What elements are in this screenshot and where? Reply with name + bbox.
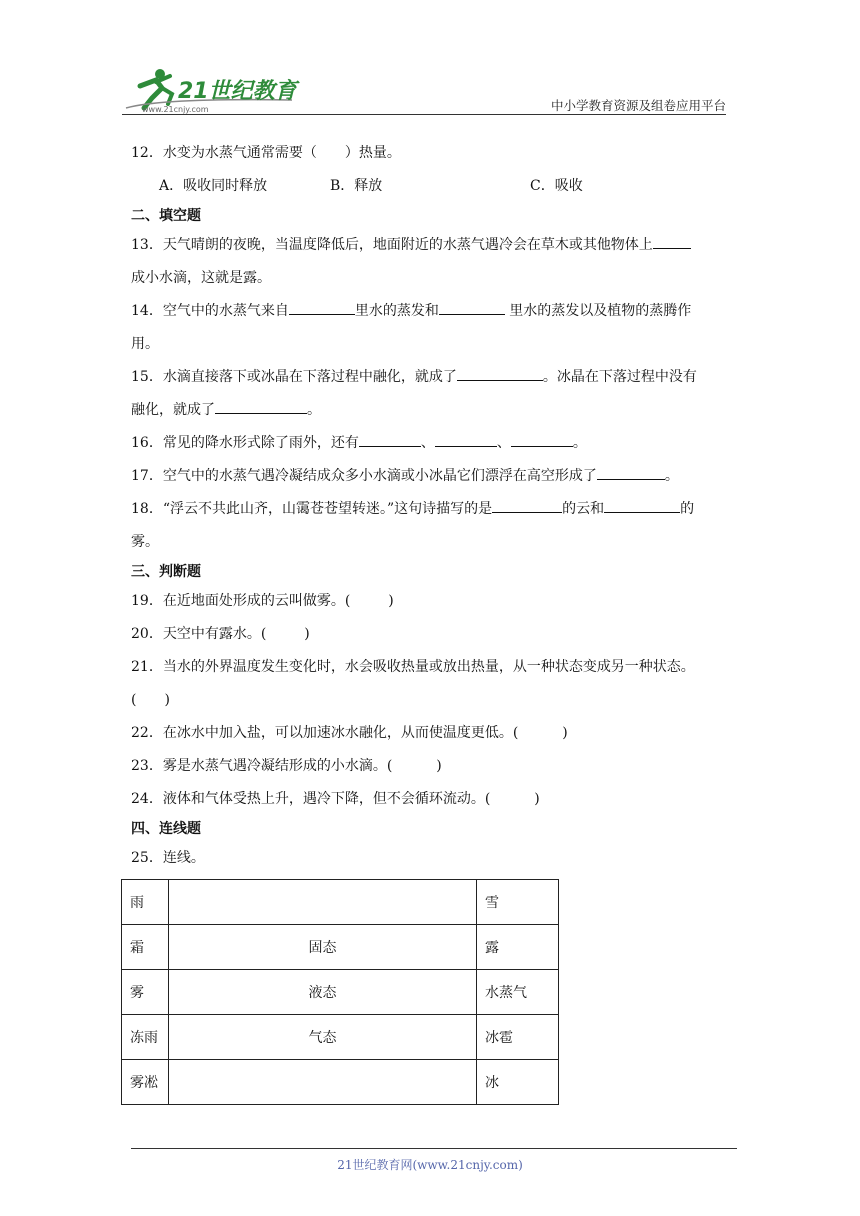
middle-cell[interactable]: 固态 — [169, 925, 477, 970]
platform-name: 中小学教育资源及组卷应用平台 — [550, 98, 726, 113]
question-15-cont — [131, 394, 737, 427]
question-12-options — [131, 170, 737, 203]
header-divider — [122, 114, 726, 115]
q22-end: ) — [562, 725, 568, 741]
q14-text-a: 14．空气中的水蒸气来自 — [131, 303, 289, 319]
footer-link[interactable]: 21世纪教育网(www.21cnjy.com) — [337, 1158, 523, 1172]
q23-end: ) — [436, 758, 442, 774]
question-17 — [131, 460, 737, 493]
q15-text-d: 。 — [307, 402, 321, 418]
q16-text: 16．常见的降水形式除了雨外，还有 — [131, 435, 359, 451]
answer-blank[interactable] — [439, 298, 505, 315]
svg-text:21世纪教育: 21世纪教育 — [178, 79, 297, 104]
q24-end: ) — [534, 791, 540, 807]
q20-text: 20．天空中有露水。( — [131, 626, 267, 642]
left-cell[interactable]: 雾 — [122, 970, 169, 1015]
table-row — [122, 970, 559, 1015]
footer-divider — [131, 1148, 737, 1149]
answer-blank[interactable] — [215, 397, 307, 414]
section-fill-blank: 二、填空题 — [131, 208, 201, 224]
q21-open: ( — [131, 692, 137, 708]
question-24 — [131, 783, 737, 816]
q21-close: ) — [164, 692, 170, 708]
question-25: 25．连线。 — [131, 850, 205, 866]
q18-text-c: 的 — [680, 501, 695, 517]
question-14-cont: 用。 — [131, 336, 159, 352]
matching-table — [121, 879, 559, 1105]
middle-cell — [169, 1060, 477, 1105]
section-matching: 四、连线题 — [131, 821, 201, 837]
running-man-logo-icon — [122, 64, 302, 114]
q18-text-a: 18．“浮云不共此山齐，山霭苍苍望转迷。”这句诗描写的是 — [131, 501, 493, 517]
left-cell[interactable]: 雾凇 — [122, 1060, 169, 1105]
q17-end: 。 — [664, 468, 679, 484]
middle-cell[interactable]: 液态 — [169, 970, 477, 1015]
right-cell[interactable]: 雪 — [477, 880, 559, 925]
table-row — [122, 1060, 559, 1105]
question-16 — [131, 427, 737, 460]
option-a: A．吸收同时释放 — [159, 178, 268, 194]
logo-21cnjy — [122, 64, 302, 114]
question-22 — [131, 717, 737, 750]
svg-text:www.21cnjy.com: www.21cnjy.com — [142, 105, 209, 114]
option-b: B．释放 — [330, 178, 383, 194]
separator: 、 — [496, 435, 511, 451]
section-true-false: 三、判断题 — [131, 564, 201, 580]
right-cell[interactable]: 水蒸气 — [477, 970, 559, 1015]
q13-text: 13．天气晴朗的夜晚，当温度降低后，地面附近的水蒸气遇冷会在草木或其他物体上 — [131, 237, 653, 253]
question-13 — [131, 229, 737, 262]
answer-blank[interactable] — [435, 430, 497, 447]
separator: 、 — [420, 435, 435, 451]
left-cell[interactable]: 霜 — [122, 925, 169, 970]
question-13-cont: 成小水滴，这就是露。 — [131, 270, 271, 286]
question-14 — [131, 295, 737, 328]
left-cell[interactable]: 冻雨 — [122, 1015, 169, 1060]
q18-text-b: 的云和 — [562, 501, 605, 517]
right-cell[interactable]: 冰雹 — [477, 1015, 559, 1060]
question-18 — [131, 493, 737, 526]
answer-blank[interactable] — [359, 430, 421, 447]
q15-text-a: 15．水滴直接落下或冰晶在下落过程中融化，就成了 — [131, 369, 457, 385]
question-23 — [131, 750, 737, 783]
question-21: 21．当水的外界温度发生变化时，水会吸收热量或放出热量，从一种状态变成另一种状态。 — [131, 659, 695, 675]
q23-text: 23．雾是水蒸气遇冷凝结形成的小水滴。( — [131, 758, 393, 774]
table-row — [122, 880, 559, 925]
question-21-cont — [131, 684, 737, 717]
q22-text: 22．在冰水中加入盐，可以加速冰水融化，从而使温度更低。( — [131, 725, 519, 741]
q16-end: 。 — [572, 435, 587, 451]
q14-text-c: 里水的蒸发以及植物的蒸腾作 — [504, 303, 692, 319]
answer-blank[interactable] — [604, 496, 680, 513]
answer-blank[interactable] — [492, 496, 562, 513]
question-15 — [131, 361, 737, 394]
q15-text-b: 。冰晶在下落过程中没有 — [542, 369, 697, 385]
q19-text: 19．在近地面处形成的云叫做雾。( — [131, 593, 351, 609]
question-18-cont: 雾。 — [131, 534, 159, 550]
answer-blank[interactable] — [653, 232, 691, 249]
left-cell[interactable]: 雨 — [122, 880, 169, 925]
q17-text: 17．空气中的水蒸气遇冷凝结成众多小水滴或小冰晶它们漂浮在高空形成了 — [131, 468, 597, 484]
q24-text: 24．液体和气体受热上升，遇冷下降，但不会循环流动。( — [131, 791, 491, 807]
question-20 — [131, 618, 737, 651]
q14-text-b: 里水的蒸发和 — [354, 303, 439, 319]
question-12: 12．水变为水蒸气通常需要（ ）热量。 — [131, 145, 401, 161]
option-c: C．吸收 — [530, 178, 583, 194]
page-header — [122, 64, 726, 116]
q19-end: ) — [388, 593, 394, 609]
middle-cell — [169, 880, 477, 925]
answer-blank[interactable] — [457, 364, 543, 381]
answer-blank[interactable] — [511, 430, 573, 447]
table-row — [122, 1015, 559, 1060]
answer-blank[interactable] — [597, 463, 665, 480]
right-cell[interactable]: 冰 — [477, 1060, 559, 1105]
middle-cell[interactable]: 气态 — [169, 1015, 477, 1060]
q15-text-c: 融化，就成了 — [131, 402, 215, 418]
answer-blank[interactable] — [289, 298, 355, 315]
table-row — [122, 925, 559, 970]
document-body — [131, 137, 737, 875]
right-cell[interactable]: 露 — [477, 925, 559, 970]
q20-end: ) — [304, 626, 310, 642]
question-19 — [131, 585, 737, 618]
